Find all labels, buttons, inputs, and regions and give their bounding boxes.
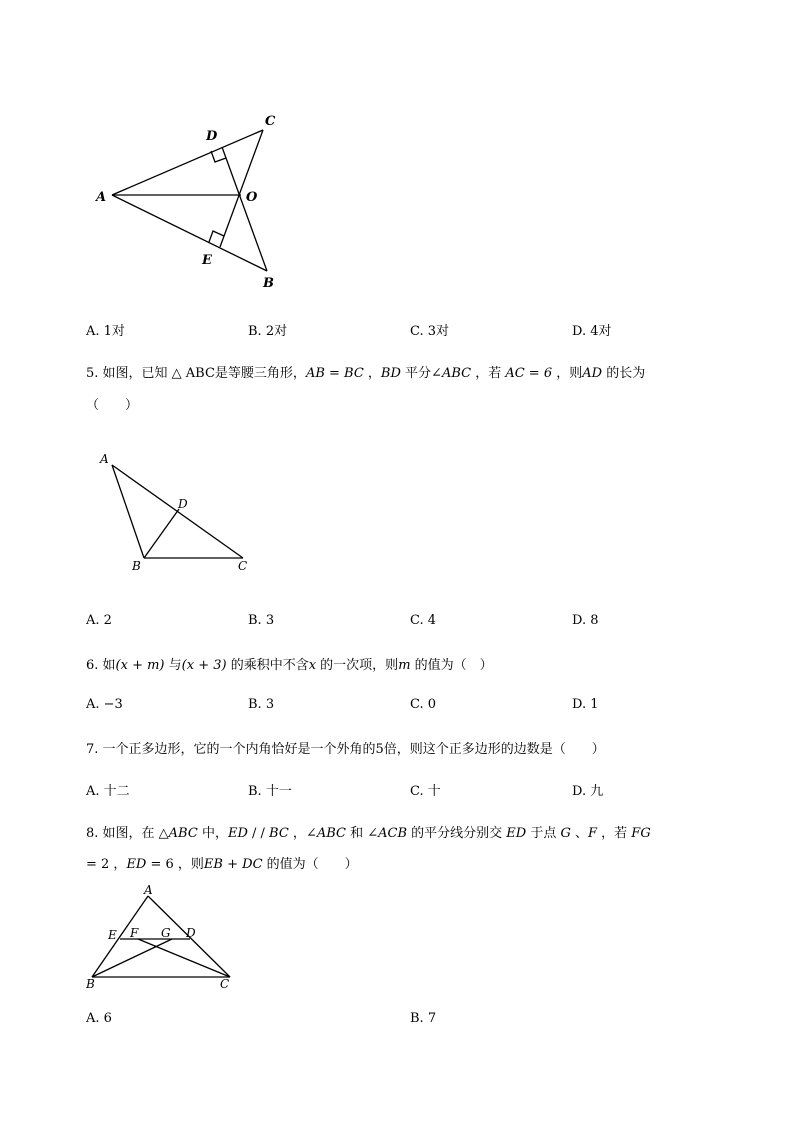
q5-label-c: C (238, 559, 248, 573)
q5-option-b: B. 3 (248, 613, 275, 628)
q8-label-f: F (130, 926, 139, 940)
q4-label-c: C (265, 114, 276, 129)
q7-stem: 7. 一个正多边形，它的一个内角恰好是一个外角的5倍，则这个正多边形的边数是（ ） (86, 742, 605, 757)
q5-line-bd (144, 509, 179, 558)
q8-option-a: A. 6 (86, 1011, 112, 1026)
q7-option-c: C. 十 (410, 784, 441, 799)
q6-option-a: A. −3 (86, 697, 123, 712)
q8-option-b: B. 7 (410, 1011, 437, 1026)
q6-stem: 6. 如(x + m) 与(x + 3) 的乘积中不含x 的一次项，则m 的值为（ ） (86, 658, 493, 673)
q4-option-c: C. 3对 (410, 324, 450, 339)
q4-line-ce (220, 130, 263, 247)
q5-figure (96, 448, 261, 578)
q4-label-a: A (96, 190, 107, 205)
q4-line-ac (112, 130, 263, 195)
q4-right-angle-e (209, 231, 224, 242)
q4-option-b: B. 2对 (248, 324, 288, 339)
q4-label-b: B (263, 276, 274, 291)
q7-option-b: B. 十一 (248, 784, 292, 799)
q4-option-a: A. 1对 (86, 324, 125, 339)
q4-label-d: D (206, 129, 218, 144)
q8-label-a: A (144, 884, 153, 897)
q8-line-cf (138, 939, 230, 977)
q8-line-bg (92, 939, 172, 977)
q6-option-b: B. 3 (248, 697, 275, 712)
q8-label-g: G (161, 926, 171, 940)
q5-option-a: A. 2 (86, 613, 112, 628)
q4-label-e: E (202, 253, 212, 268)
q6-option-c: C. 0 (410, 697, 437, 712)
q7-option-d: D. 九 (572, 784, 604, 799)
q8-stem: 8. 如图，在 △ABC 中，ED / / BC ，∠ABC 和 ∠ACB 的平分线分别交 ED 于点 G 、F ，若 FG (86, 826, 651, 841)
q8-label-d: D (186, 926, 196, 940)
q8-label-e: E (108, 928, 117, 942)
q4-option-d: D. 4对 (572, 324, 612, 339)
q5-label-b: B (132, 559, 141, 573)
q5-label-a: A (100, 452, 109, 466)
q4-figure (90, 108, 290, 298)
q7-option-a: A. 十二 (86, 784, 130, 799)
q8-label-c: C (220, 977, 230, 991)
q8-figure (82, 884, 242, 992)
q5-stem: 5. 如图，已知 △ ABC是等腰三角形，AB = BC ，BD 平分∠ABC ，若 AC = 6 ，则AD 的长为 (86, 366, 646, 381)
q5-option-c: C. 4 (410, 613, 437, 628)
q5-stem-line2: （ ） (86, 398, 139, 413)
q8-label-b: B (86, 977, 95, 991)
q8-line-ab (92, 896, 148, 977)
q5-line-ab (112, 465, 144, 558)
q5-option-d: D. 8 (572, 613, 599, 628)
q8-stem-line2: = 2 ，ED = 6 ，则EB + DC 的值为（ ） (86, 857, 358, 872)
q6-option-d: D. 1 (572, 697, 599, 712)
q4-label-o: O (246, 190, 258, 205)
q5-label-d: D (178, 497, 188, 511)
